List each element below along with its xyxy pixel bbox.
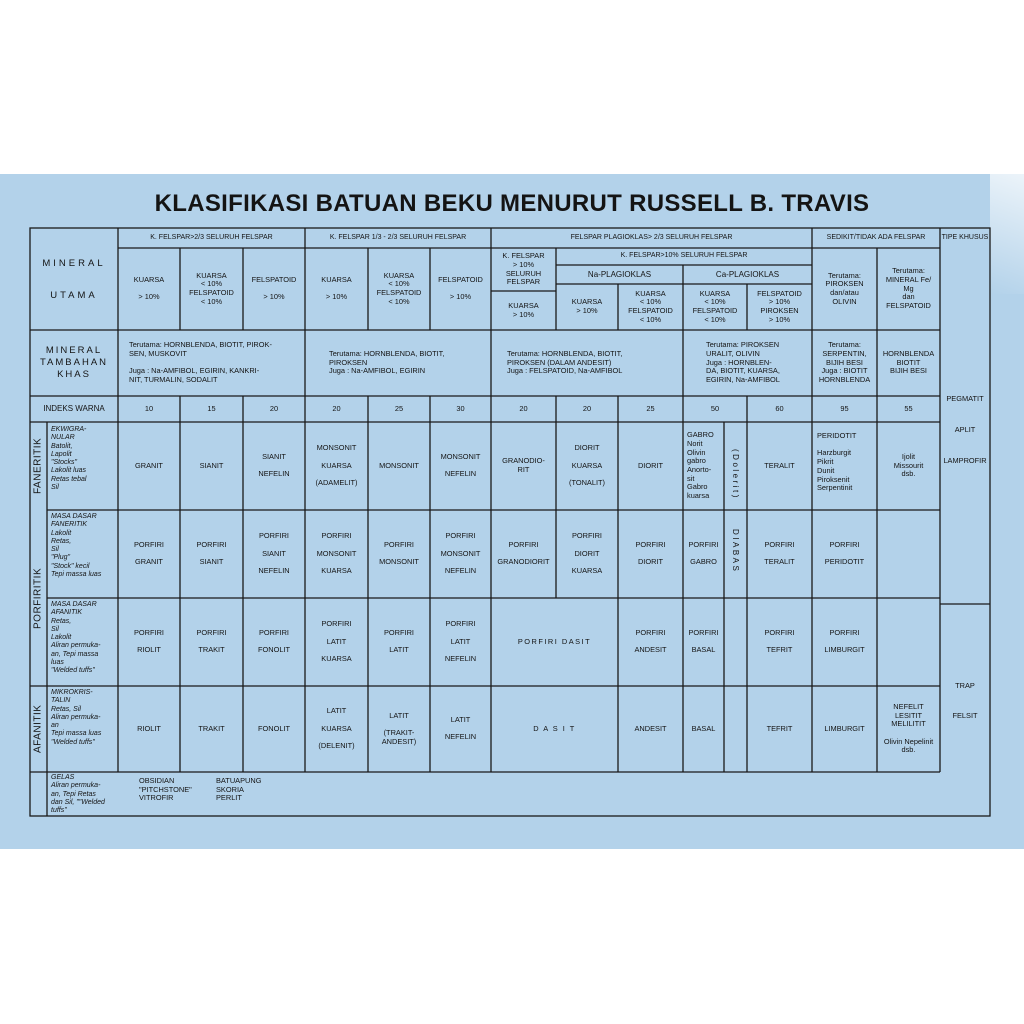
mineral-tambahan-label: MINERAL TAMBAHAN KHAS	[39, 345, 109, 380]
sub-c1: KUARSA > 10%	[133, 274, 165, 302]
por1-c7: PORFIRI GRANODIORIT	[497, 539, 550, 567]
por2-c2: PORFIRI TRAKIT	[196, 627, 227, 655]
header-ca-plag: Ca-PLAGIOKLAS	[715, 269, 780, 279]
gelas-desc: GELAS Aliran permuka- an, Tepi Retas dan Sil, ""Welded tuffs"	[51, 774, 105, 814]
sub-c4: KUARSA > 10%	[321, 274, 352, 302]
header-kfelspar-10: K. FELSPAR > 10% SELURUH FELSPAR	[502, 251, 545, 287]
tipe-pegmatit: PEGMATIT	[946, 393, 984, 403]
indeks-2: 15	[207, 403, 216, 413]
tambahan-g6: HORNBLENDA BIOTIT BIJIH BESI	[882, 348, 935, 376]
por2-dasit: PORFIRI DASIT	[517, 636, 592, 646]
afa-c6: LATIT NEFELIN	[444, 714, 477, 742]
header-na-plag: Na-PLAGIOKLAS	[587, 269, 652, 279]
header-plag: FELSPAR PLAGIOKLAS> 2/3 SELURUH FELSPAR	[570, 233, 733, 241]
indeks-6: 30	[456, 403, 465, 413]
indeks-7: 20	[519, 403, 528, 413]
indeks-8: 20	[582, 403, 592, 413]
afa-dasit: D A S I T	[533, 723, 576, 733]
tipe-lamprofir: LAMPROFIR	[943, 455, 987, 465]
tambahan-g2: Terutama: HORNBLENDA, BIOTIT, PIROKSEN Juga : Na-AMFIBOL, EGIRIN	[329, 348, 445, 376]
sub-c2: KUARSA < 10% FELSPATOID < 10%	[189, 270, 234, 306]
fan-c5: MONSONIT	[379, 460, 419, 470]
por1-c8: PORFIRI DIORIT KUARSA	[571, 531, 603, 576]
fan-c1: GRANIT	[135, 460, 163, 470]
gelas-col2: BATUAPUNG SKORIA PERLIT	[216, 776, 262, 803]
header-kfelspar-lt10: K. FELSPAR>10% SELURUH FELSPAR	[620, 252, 748, 260]
sub-c7: KUARSA > 10%	[508, 300, 539, 319]
sub-c10: KUARSA < 10% FELSPATOID < 10%	[692, 288, 738, 324]
por2-c3: PORFIRI FONOLIT	[257, 627, 291, 655]
fan-c12: PERIDOTIT Harzburgit Pikrit Dunit Piroksenit Serpentinit	[817, 431, 857, 493]
fan-c9: DIORIT	[637, 460, 664, 470]
indeks-9: 25	[646, 403, 655, 413]
afanitik-desc: MIKROKRIS- TALIN Retas, Sil Aliran permuka- an Tepi massa luas "Welded tuffs"	[51, 689, 102, 746]
sub-c8: KUARSA > 10%	[571, 297, 603, 315]
indeks-4: 20	[332, 403, 341, 413]
indeks-3: 20	[269, 403, 279, 413]
sub-c6: FELSPATOID > 10%	[438, 274, 483, 302]
tipe-trap: TRAP	[955, 680, 975, 690]
por1-c1: PORFIRI GRANIT	[134, 539, 164, 567]
mineral-utama-label-2: UTAMA	[50, 290, 98, 302]
fan-c7: GRANODIO- RIT	[502, 456, 545, 474]
indeks-1: 10	[144, 403, 154, 413]
afa-c10: TEFRIT	[766, 723, 793, 733]
tambahan-g4: Terutama: PIROKSEN URALIT, OLIVIN Juga : HORNBLEN- DA, BIOTIT, KUARSA, EGIRIN, Na-AMFIBOL	[706, 340, 780, 385]
fan-c10: GABRO Norit Olivin gabro Anorto- sit Gabro kuarsa	[687, 430, 714, 501]
afa-c11: LIMBURGIT	[824, 723, 865, 733]
header-tipe: TIPE KHUSUS	[941, 233, 989, 241]
por2-c11: PORFIRI LIMBURGIT	[824, 627, 865, 655]
por1-c11: PORFIRI TERALIT	[764, 539, 795, 567]
afa-c9: BASAL	[691, 723, 716, 733]
sub-c3: FELSPATOID > 10%	[251, 274, 297, 302]
por1-c4: PORFIRI MONSONIT KUARSA	[316, 531, 357, 576]
por2-c8: PORFIRI ANDESIT	[634, 627, 667, 655]
afa-c12: NEFELIT LESITIT MELILITIT Olivin Nepelinit dsb.	[883, 701, 934, 755]
faneritik-label: FANERITIK	[32, 437, 44, 495]
page-title: KLASIFIKASI BATUAN BEKU MENURUT RUSSELL B. TRAVIS	[154, 190, 870, 217]
tipe-aplit: APLIT	[954, 424, 976, 434]
indeks-11: 60	[775, 403, 784, 413]
gelas-col1: OBSIDIAN "PITCHSTONE" VITROFIR	[139, 776, 192, 803]
indeks-5: 25	[394, 403, 404, 413]
por2-c9: PORFIRI BASAL	[688, 627, 719, 655]
tipe-felsit: FELSIT	[952, 710, 978, 720]
indeks-10: 50	[710, 403, 720, 413]
tambahan-g1: Terutama: HORNBLENDA, BIOTIT, PIROK- SEN, MUSKOVIT Juga : Na-AMFIBOL, EGIRIN, KANKRI- NIT, TURMALIN, SODALIT	[129, 340, 272, 385]
afa-c4: LATIT KUARSA (DELENIT)	[318, 706, 355, 751]
afanitik-label: AFANITIK	[32, 704, 44, 754]
porfiritik-label: PORFIRITIK	[32, 567, 44, 629]
tambahan-g5: Terutama: SERPENTIN, BIJIH BESI Juga : BIOTIT HORNBLENDA	[818, 340, 871, 385]
header-k2: K. FELSPAR 1/3 - 2/3 SELURUH FELSPAR	[329, 233, 467, 241]
faneritik-desc: EKWIGRA- NULAR Batolit, Lapolit "Stocks" Lakolit luas Retas tebal Sil	[51, 426, 87, 491]
mineral-utama-label-1: MINERAL	[42, 258, 106, 270]
por2-c5: PORFIRI LATIT	[384, 627, 414, 655]
diabas-label: DIABAS	[731, 528, 741, 574]
por2-c10: PORFIRI TEFRIT	[764, 627, 795, 655]
indeks-13: 55	[904, 403, 913, 413]
sub-c11: FELSPATOID > 10% PIROKSEN > 10%	[757, 288, 802, 324]
header-k1: K. FELSPAR>2/3 SELURUH FELSPAR	[150, 233, 273, 241]
sub-c9: KUARSA < 10% FELSPATOID < 10%	[628, 288, 673, 324]
dolerit-label: (Dolerit)	[731, 448, 741, 500]
por1-c10: PORFIRI GABRO	[688, 539, 719, 567]
fan-c3: SIANIT NEFELIN	[258, 451, 290, 479]
por1-c6: PORFIRI MONSONIT NEFELIN	[440, 531, 481, 576]
fan-c2: SIANIT	[199, 460, 224, 470]
por2-c6: PORFIRI LATIT NEFELIN	[444, 619, 477, 664]
indeks-warna-label: INDEKS WARNA	[43, 404, 105, 414]
header-sedikit: SEDIKIT/TIDAK ADA FELSPAR	[826, 233, 926, 241]
por1-c12: PORFIRI PERIDOTIT	[824, 539, 865, 567]
por1-c2: PORFIRI SIANIT	[196, 539, 227, 567]
afa-c5: LATIT (TRAKIT- ANDESIT)	[381, 710, 417, 746]
por1-c3: PORFIRI SIANIT NEFELIN	[258, 531, 290, 576]
fan-c8: DIORIT KUARSA (TONALIT)	[569, 443, 605, 488]
afa-c2: TRAKIT	[198, 723, 225, 733]
indeks-12: 95	[840, 403, 849, 413]
sub-c12: Terutama: PIROKSEN dan/atau OLIVIN	[825, 270, 864, 306]
sub-c5: KUARSA < 10% FELSPATOID < 10%	[376, 270, 422, 306]
fan-c4: MONSONIT KUARSA (ADAMELIT)	[315, 443, 358, 488]
por2-c1: PORFIRI RIOLIT	[134, 627, 164, 655]
porfiritik-desc-1: MASA DASAR FANERITIK Lakolit Retas, Sil "Plug" "Stock" kecil Tepi massa luas	[51, 513, 102, 578]
fan-c6: MONSONIT NEFELIN	[440, 451, 481, 479]
porfiritik-desc-2: MASA DASAR AFANITIK Retas, Sil Lakolit Aliran permuka- an, Tepi massa luas "Welded tuffs"	[51, 601, 101, 674]
afa-c8: ANDESIT	[634, 723, 667, 733]
por1-c9: PORFIRI DIORIT	[635, 539, 666, 567]
tambahan-g3: Terutama: HORNBLENDA, BIOTIT, PIROKSEN (DALAM ANDESIT) Juga : FELSPATOID, Na-AMFIBOL	[507, 348, 623, 376]
sub-c13: Terutama: MINERAL Fe/ Mg dan FELSPATOID	[885, 266, 932, 311]
afa-c1: RIOLIT	[137, 723, 161, 733]
por1-c5: PORFIRI MONSONIT	[379, 539, 419, 567]
fan-c11: TERALIT	[764, 460, 795, 470]
por2-c4: PORFIRI LATIT KUARSA	[321, 619, 352, 664]
afa-c3: FONOLIT	[257, 723, 291, 733]
classification-card	[0, 174, 1024, 849]
fan-c13: Ijolit Missourit dsb.	[893, 451, 924, 479]
